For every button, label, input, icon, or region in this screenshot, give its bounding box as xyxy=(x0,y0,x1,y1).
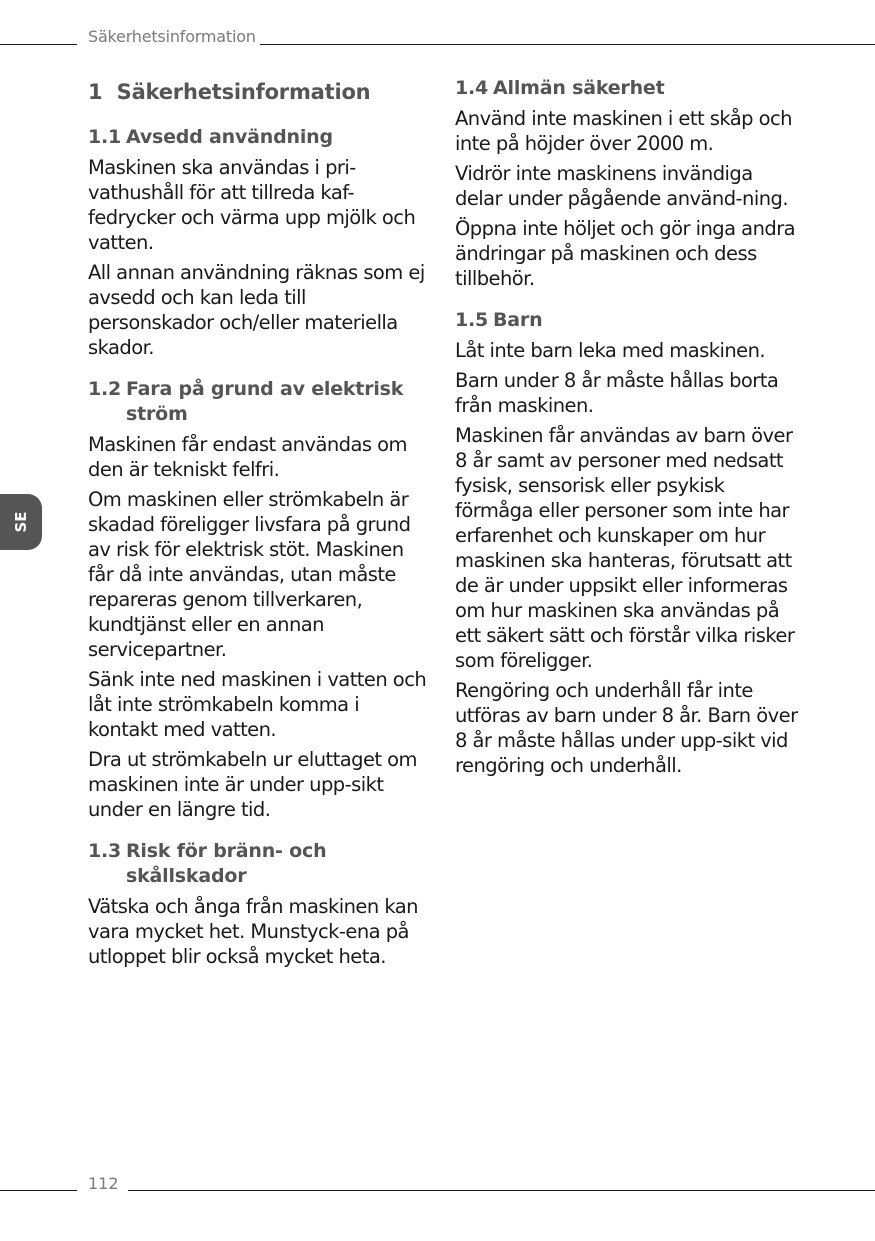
paragraph: Maskinen får användas av barn över 8 år samt av personer med nedsatt fysisk, sensorisk eller psykisk förmåga eller personer som inte har erfarenhet och kunskaper om hur maskinen ska hanteras, förutsatt att de är under uppsikt eller informeras om hur maskinen ska användas på ett säkert sätt och förstår vilka risker som föreligger. xyxy=(455,424,795,672)
section-heading-1-5 xyxy=(455,308,800,333)
footer-rule-left xyxy=(0,1190,77,1191)
paragraph: Vidrör inte maskinens invändiga delar under pågående använd-ning. xyxy=(455,162,788,210)
page-number: 112 xyxy=(88,1174,119,1193)
paragraph: Dra ut strömkabeln ur eluttaget om maskinen inte är under upp-sikt under en längre tid. xyxy=(88,748,417,821)
header-rule-left xyxy=(0,44,77,45)
section-heading-1-3 xyxy=(88,839,430,889)
language-tab-label: SE xyxy=(12,511,30,533)
header-rule-right xyxy=(260,44,875,45)
section-heading-1-4 xyxy=(455,76,800,101)
section-number: 1.1 xyxy=(88,126,122,148)
chapter-title: Säkerhetsinformation xyxy=(116,80,371,104)
section-number: 1.5 xyxy=(455,309,489,331)
section-number: 1.4 xyxy=(455,77,489,99)
paragraph: Maskinen ska användas i pri-vathushåll för att tillreda kaf-fedrycker och värma upp mjölk och vatten. xyxy=(88,156,416,254)
section-title: Avsedd användning xyxy=(126,126,333,148)
section-title: Allmän säkerhet xyxy=(493,77,665,99)
left-column xyxy=(88,76,430,969)
paragraph: Om maskinen eller strömkabeln är skadad föreligger livsfara på grund av risk för elektrisk stöt. Maskinen får då inte användas, utan måste repareras genom tillverkaren, kundtjänst eller en annan servicepartner. xyxy=(88,488,411,661)
section-heading-1-2 xyxy=(88,377,430,427)
paragraph: Sänk inte ned maskinen i vatten och låt inte strömkabeln komma i kontakt med vatten. xyxy=(88,668,427,741)
section-title: Fara på grund av elektrisk ström xyxy=(126,378,404,425)
running-header: Säkerhetsinformation xyxy=(88,27,256,46)
language-tab xyxy=(0,494,42,550)
paragraph: Rengöring och underhåll får inte utföras av barn under 8 år. Barn över 8 år måste hållas under upp-sikt vid rengöring och underhåll. xyxy=(455,679,798,777)
section-title: Barn xyxy=(493,309,543,331)
paragraph: Vätska och ånga från maskinen kan vara mycket het. Munstyck-ena på utloppet blir också mycket heta. xyxy=(88,895,418,968)
chapter-heading xyxy=(88,76,430,108)
section-number: 1.3 xyxy=(88,840,122,862)
right-column xyxy=(455,76,800,778)
paragraph: Använd inte maskinen i ett skåp och inte på höjder över 2000 m. xyxy=(455,107,792,155)
footer-rule-right xyxy=(128,1190,875,1191)
paragraph: Barn under 8 år måste hållas borta från maskinen. xyxy=(455,369,779,417)
paragraph: All annan användning räknas som ej avsedd och kan leda till personskador och/eller materiella skador. xyxy=(88,261,425,359)
section-number: 1.2 xyxy=(88,378,122,400)
chapter-number: 1 xyxy=(88,80,103,104)
paragraph: Öppna inte höljet och gör inga andra ändringar på maskinen och dess tillbehör. xyxy=(455,217,796,290)
paragraph: Maskinen får endast användas om den är tekniskt felfri. xyxy=(88,433,407,481)
section-title: Risk för bränn- och skållskador xyxy=(126,840,327,887)
section-heading-1-1 xyxy=(88,125,430,150)
paragraph: Låt inte barn leka med maskinen. xyxy=(455,339,766,362)
